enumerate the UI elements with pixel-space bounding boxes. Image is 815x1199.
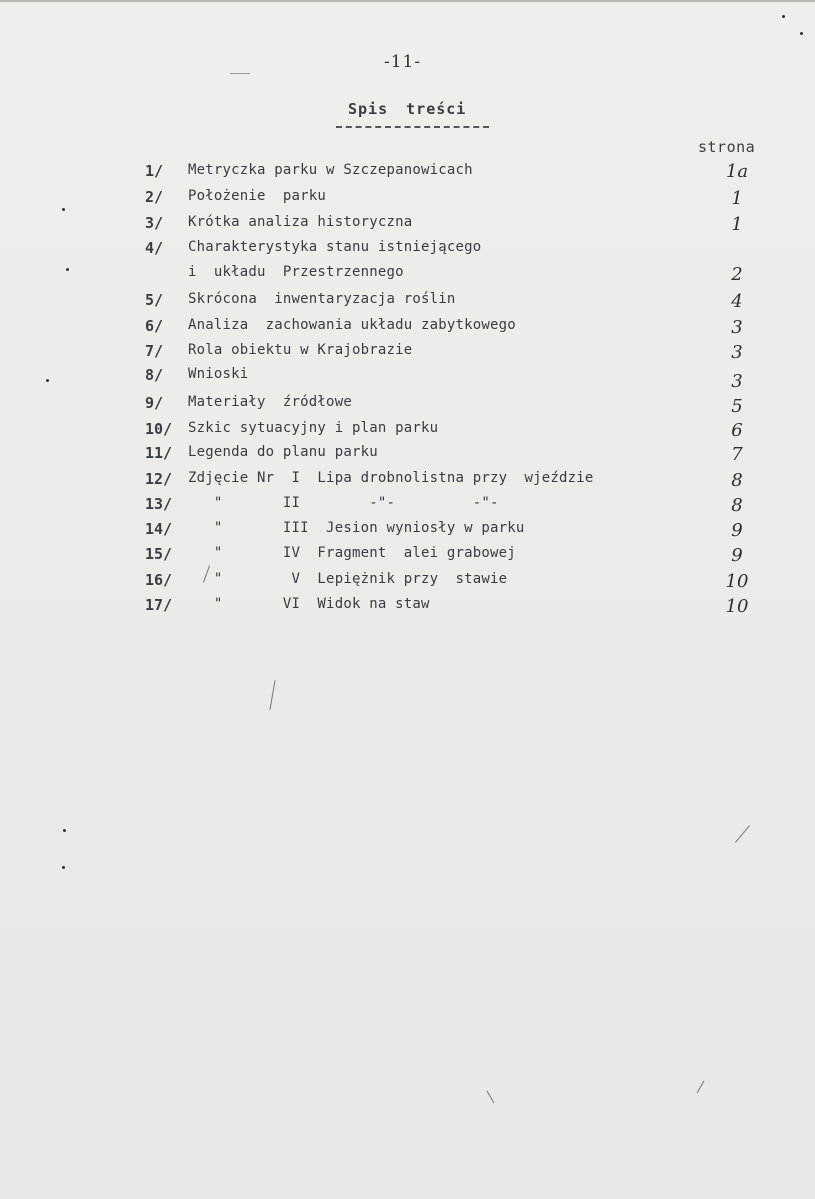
toc-entry xyxy=(0,291,815,313)
toc-entry-page: 5 xyxy=(731,396,743,417)
toc-entry-number: 5/ xyxy=(145,291,164,309)
toc-entry xyxy=(0,520,815,542)
scan-stroke xyxy=(269,680,275,710)
toc-entry-title: Charakterystyka stanu istniejącego xyxy=(188,239,482,255)
toc-entry-page: 2 xyxy=(731,264,743,285)
toc-entry-number: 7/ xyxy=(145,342,164,360)
toc-entry xyxy=(0,394,815,416)
toc-entry-page: 3 xyxy=(731,371,743,392)
page-title: Spis treści xyxy=(348,100,467,118)
toc-entry-page: 1a xyxy=(725,161,749,182)
scan-line xyxy=(230,73,250,74)
scan-speck xyxy=(62,866,65,869)
toc-entry-page: 9 xyxy=(731,545,743,566)
toc-entry-title: Położenie parku xyxy=(188,188,327,204)
toc-entry xyxy=(0,444,815,466)
toc-entry xyxy=(0,545,815,567)
toc-entry xyxy=(0,596,815,618)
toc-entry xyxy=(0,162,815,184)
toc-entry-page: 1 xyxy=(731,214,743,235)
toc-entry-number: 1/ xyxy=(145,162,164,180)
toc-entry-page: 7 xyxy=(731,444,743,465)
page-number: -11- xyxy=(384,52,422,72)
toc-entry-page: 4 xyxy=(731,291,743,312)
toc-entry-page: 3 xyxy=(731,342,743,363)
title-underline xyxy=(336,126,489,128)
toc-entry xyxy=(0,571,815,593)
toc-entry-page: 8 xyxy=(731,470,743,491)
toc-entry-number: 2/ xyxy=(145,188,164,206)
scan-speck xyxy=(63,829,66,832)
toc-entry xyxy=(0,214,815,236)
toc-entry-title: " IV Fragment alei grabowej xyxy=(188,545,516,561)
toc-entry-title: " VI Widok na staw xyxy=(188,596,430,612)
toc-entry-number: 4/ xyxy=(145,239,164,257)
toc-entry xyxy=(0,420,815,442)
toc-entry-title: Zdjęcie Nr I Lipa drobnolistna przy wjeździe xyxy=(188,470,594,486)
toc-entry-title: Szkic sytuacyjny i plan parku xyxy=(188,420,439,436)
toc-entry xyxy=(0,188,815,210)
toc-entry-title: Skrócona inwentaryzacja roślin xyxy=(188,291,456,307)
toc-entry-number: 10/ xyxy=(145,420,173,438)
toc-entry xyxy=(0,342,815,364)
toc-entry-title: Krótka analiza historyczna xyxy=(188,214,413,230)
toc-entry-title: Rola obiektu w Krajobrazie xyxy=(188,342,413,358)
toc-entry-title: Legenda do planu parku xyxy=(188,444,378,460)
toc-entry-title: " V Lepiężnik przy stawie xyxy=(188,571,508,587)
toc-entry-page: 10 xyxy=(725,596,749,617)
scan-stroke xyxy=(697,1081,705,1094)
toc-entry-number: 11/ xyxy=(145,444,173,462)
toc-entry xyxy=(0,366,815,392)
scan-speck xyxy=(782,15,785,18)
toc-entry-title: " III Jesion wyniosły w parku xyxy=(188,520,525,536)
toc-entry-number: 8/ xyxy=(145,366,164,384)
toc-entry-number: 14/ xyxy=(145,520,173,538)
toc-entry xyxy=(0,317,815,339)
toc-entry-page: 9 xyxy=(731,520,743,541)
toc-entry-title: i układu Przestrzennego xyxy=(188,264,404,280)
toc-entry-page: 3 xyxy=(731,317,743,338)
toc-entry xyxy=(0,495,815,517)
toc-entry-number: 13/ xyxy=(145,495,173,513)
scan-speck xyxy=(62,208,65,211)
toc-entry xyxy=(0,239,815,261)
toc-entry-number: 17/ xyxy=(145,596,173,614)
toc-entry-number: 9/ xyxy=(145,394,164,412)
toc-entry-title: Wnioski xyxy=(188,366,249,382)
toc-entry-number: 6/ xyxy=(145,317,164,335)
scan-stroke xyxy=(735,825,750,842)
page-column-header: strona xyxy=(698,138,756,156)
toc-entry-page: 8 xyxy=(731,495,743,516)
scan-speck xyxy=(66,268,69,271)
toc-entry-page: 10 xyxy=(725,571,749,592)
page-edge xyxy=(0,0,815,2)
toc-entry-title: Analiza zachowania układu zabytkowego xyxy=(188,317,516,333)
toc-entry-number: 15/ xyxy=(145,545,173,563)
scan-speck xyxy=(800,32,803,35)
toc-entry-number: 16/ xyxy=(145,571,173,589)
toc-entry xyxy=(0,470,815,492)
toc-entry-title: " II -"- -"- xyxy=(188,495,499,511)
toc-entry-page: 1 xyxy=(731,188,743,209)
toc-entry-page: 6 xyxy=(731,420,743,441)
scan-stroke xyxy=(487,1091,495,1104)
scan-speck xyxy=(46,379,49,382)
toc-entry-title: Materiały źródłowe xyxy=(188,394,352,410)
toc-entry-number: 3/ xyxy=(145,214,164,232)
toc-entry-continuation xyxy=(0,264,815,286)
toc-entry-title: Metryczka parku w Szczepanowicach xyxy=(188,162,473,178)
toc-entry-number: 12/ xyxy=(145,470,173,488)
